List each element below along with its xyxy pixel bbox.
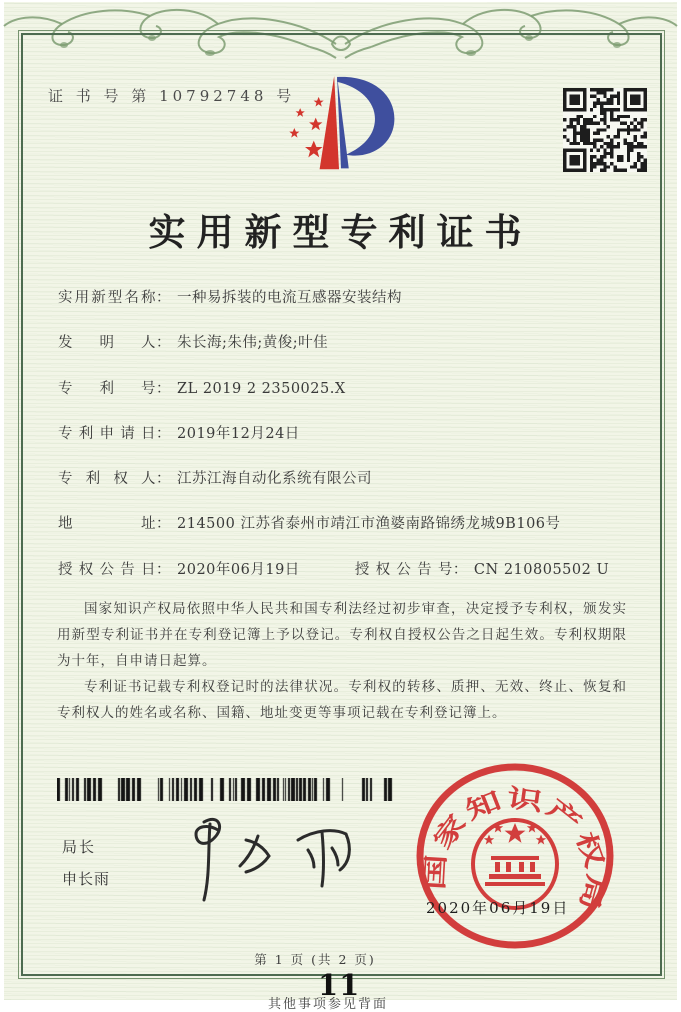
field-filing-date: 专利申请日： 2019年12月24日 <box>58 422 628 467</box>
field-label: 发明人 <box>58 335 156 352</box>
legal-paragraph-1: 国家知识产权局依照中华人民共和国专利法经过初步审查，决定授予专利权，颁发实用新型专利证书并在专利登记簿上予以登记。专利权自授权公告之日起生效。专利权期限为十年，自申请日起算。 <box>57 601 627 669</box>
field-label: 专利号 <box>58 380 156 397</box>
field-label: 授权公告日 <box>58 561 156 578</box>
field-label: 授权公告号 <box>354 561 453 578</box>
director-printed-name: 申长雨 <box>62 870 111 888</box>
field-value: 214500 江苏省泰州市靖江市渔婆南路锦绣龙城9B106号 <box>177 516 561 533</box>
certificate-number: 证 书 号 第 10792748 号 <box>48 87 296 105</box>
certificate-title: 实用新型专利证书 <box>148 210 533 254</box>
field-value: 2019年12月24日 <box>177 425 300 442</box>
field-patentee: 专利权人： 江苏江海自动化系统有限公司 <box>58 467 628 512</box>
legal-text <box>57 596 627 726</box>
grant-date-value: 2020年06月19日 <box>177 561 300 578</box>
overleaf-number: 11 <box>318 968 361 1002</box>
seal-ring-text: 国家知识产权局 <box>420 783 611 906</box>
field-inventors: 发明人： 朱长海;朱伟;黄俊;叶佳 <box>58 331 628 376</box>
field-label: 实用新型名称 <box>58 290 156 306</box>
field-utility-model-name: 实用新型名称： 一种易拆装的电流互感器安装结构 <box>58 286 628 331</box>
field-address: 地址： 214500 江苏省泰州市靖江市渔婆南路锦绣龙城9B106号 <box>58 512 628 557</box>
seal-date: 2020年06月19日 <box>426 899 570 917</box>
field-label: 地址 <box>58 516 156 533</box>
cnipa-logo-icon <box>272 72 408 184</box>
field-list <box>58 286 628 603</box>
legal-paragraph-2: 专利证书记载专利权登记时的法律状况。专利权的转移、质押、无效、终止、恢复和专利权人的姓名或名称、国籍、地址变更等事项记载在专利登记簿上。 <box>57 679 627 721</box>
overleaf-partial-text: 其他事项参见背面 <box>268 997 389 1012</box>
field-value: ZL 2019 2 2350025.X <box>177 380 346 397</box>
barcode <box>57 778 393 801</box>
grant-number-pair: 授权公告号： CN 210805502 U <box>355 558 609 579</box>
official-seal <box>412 760 618 952</box>
director-signature <box>172 810 372 905</box>
field-label: 专利申请日 <box>58 425 156 442</box>
field-value: 江苏江海自动化系统有限公司 <box>177 471 372 488</box>
field-patent-number: 专利号： ZL 2019 2 2350025.X <box>58 377 628 422</box>
field-value: 一种易拆装的电流互感器安装结构 <box>177 290 402 306</box>
qr-code <box>563 88 647 172</box>
grant-number-value: CN 210805502 U <box>473 561 610 578</box>
page-number: 第 1 页 (共 2 页) <box>254 952 376 967</box>
director-title: 局长 <box>62 838 97 856</box>
field-grant-row: 授权公告日： 2020年06月19日 授权公告号： CN 210805502 U <box>58 558 628 603</box>
field-value: 朱长海;朱伟;黄俊;叶佳 <box>177 335 329 352</box>
field-label: 专利权人 <box>58 471 156 488</box>
